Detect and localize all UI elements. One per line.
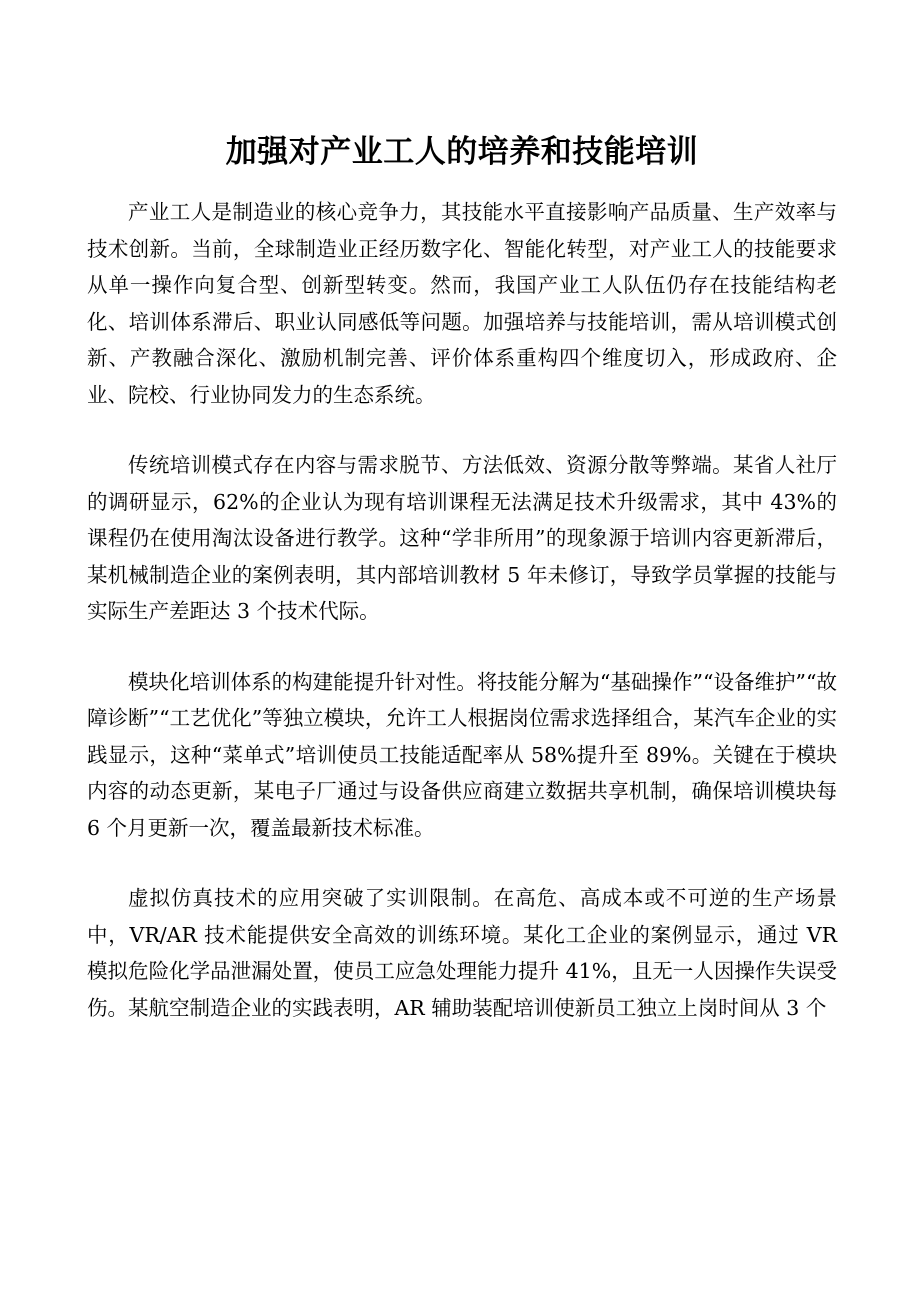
paragraph-virtual-simulation: 虚拟仿真技术的应用突破了实训限制。在高危、高成本或不可逆的生产场景中，VR/AR 技术能提供安全高效的训练环境。某化工企业的案例显示，通过 VR 模拟危险化学品泄漏处置，使员工应急处理能力提升 41%，且无一人因操作失误受伤。某航空制造企业的实践表明，AR 辅助装配培训使新员工独立上岗时间从 3 个 bbox=[87, 886, 837, 1020]
paragraph-intro: 产业工人是制造业的核心竞争力，其技能水平直接影响产品质量、生产效率与技术创新。当前，全球制造业正经历数字化、智能化转型，对产业工人的技能要求从单一操作向复合型、创新型转变。然而，我国产业工人队伍仍存在技能结构老化、培训体系滞后、职业认同感低等问题。加强培养与技能培训，需从培训模式创新、产教融合深化、激励机制完善、评价体系重构四个维度切入，形成政府、企业、院校、行业协同发力的生态系统。 bbox=[87, 200, 837, 407]
paragraph-traditional-training: 传统培训模式存在内容与需求脱节、方法低效、资源分散等弊端。某省人社厅的调研显示，62%的企业认为现有培训课程无法满足技术升级需求，其中 43%的课程仍在使用淘汰设备进行教学。这种“学非所用”的现象源于培训内容更新滞后，某机械制造企业的案例表明，其内部培训教材 5 年未修订，导致学员掌握的技能与实际生产差距达 3 个技术代际。 bbox=[87, 453, 837, 623]
paragraph-modular-training: 模块化培训体系的构建能提升针对性。将技能分解为“基础操作”“设备维护”“故障诊断”“工艺优化”等独立模块，允许工人根据岗位需求选择组合，某汽车企业的实践显示，这种“菜单式”培训使员工技能适配率从 58%提升至 89%。关键在于模块内容的动态更新，某电子厂通过与设备供应商建立数据共享机制，确保培训模块每 6 个月更新一次，覆盖最新技术标准。 bbox=[87, 669, 837, 840]
document-title: 加强对产业工人的培养和技能培训 bbox=[225, 134, 699, 170]
